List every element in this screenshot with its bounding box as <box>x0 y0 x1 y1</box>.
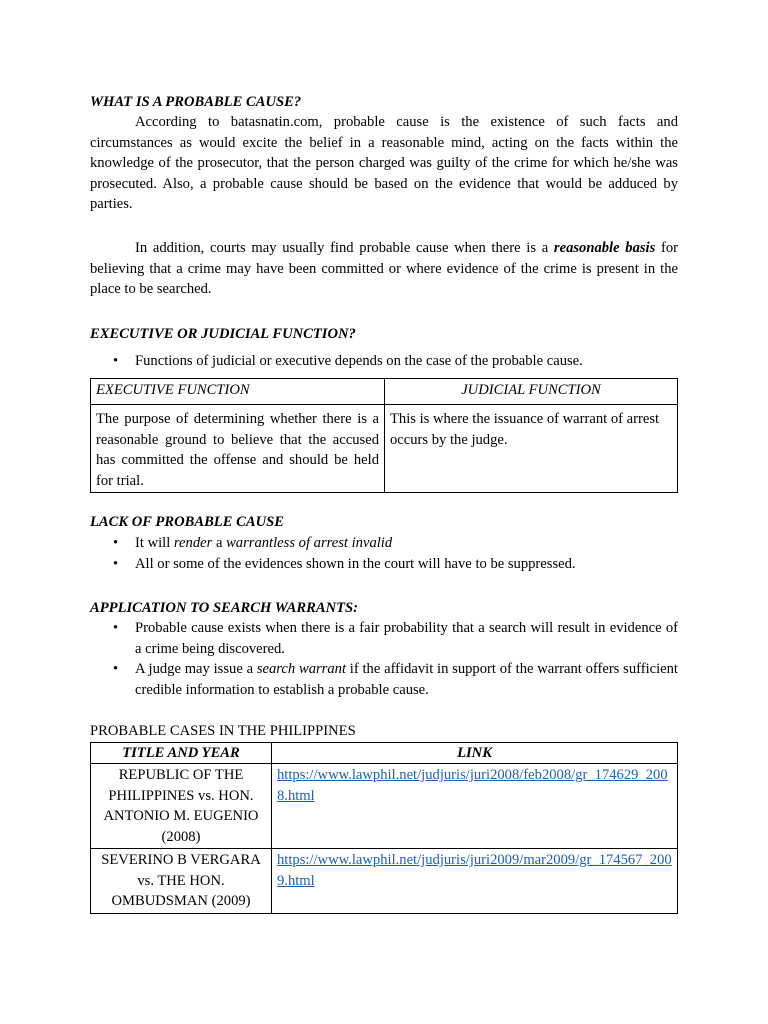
paragraph-definition <box>90 112 678 215</box>
reasonable-basis-emphasis: reasonable basis <box>553 240 656 256</box>
paragraph-reasonable-basis <box>90 238 678 300</box>
bullet-text: It will <box>135 535 174 551</box>
heading-application-to-search-warrants <box>90 598 678 619</box>
list-item <box>90 533 678 554</box>
cell-judicial-description: This is where the issuance of warrant of arrest occurs by the judge. <box>385 405 678 493</box>
case-link[interactable]: https://www.lawphil.net/judjuris/juri2008/feb2008/gr_174629_2008.html <box>277 767 668 804</box>
case-table-wrapper <box>90 742 678 914</box>
case-table <box>90 742 678 914</box>
heading-what-is-probable-cause <box>90 92 678 113</box>
bullet-emphasis: search warrant <box>256 661 347 677</box>
bullet-text: A judge may issue a <box>135 661 257 677</box>
list-item: • Functions of judicial or executive depends on the case of the probable cause. <box>90 351 678 372</box>
cell-executive-description: The purpose of determining whether there is a reasonable ground to believe that the accused has committed the offense and should be held for trial. <box>91 405 385 493</box>
section-heading: APPLICATION TO SEARCH WARRANTS: <box>90 600 359 616</box>
section-heading: PROBABLE CASES IN THE PHILIPPINES <box>90 723 356 739</box>
section-heading: EXECUTIVE OR JUDICIAL FUNCTION? <box>90 326 356 342</box>
table-header-row <box>91 379 678 405</box>
bullet-text: if the affidavit in support of the warrant offers sufficient credible information to establish a probable cause. <box>135 661 678 698</box>
heading-executive-or-judicial <box>90 324 678 345</box>
case-title: SEVERINO B VERGARA vs. THE HON. OMBUDSMAN (2009) <box>91 849 272 914</box>
header-judicial-function: JUDICIAL FUNCTION <box>385 379 678 405</box>
reasonable-basis-text-start: In addition, courts may usually find probable cause when there is a <box>135 240 554 256</box>
section-heading: WHAT IS A PROBABLE CAUSE? <box>90 94 302 110</box>
header-title-and-year: TITLE AND YEAR <box>91 743 272 764</box>
bullet-list-lack <box>90 533 678 574</box>
case-title: REPUBLIC OF THE PHILIPPINES vs. HON. ANTONIO M. EUGENIO (2008) <box>91 764 272 849</box>
section-heading: LACK OF PROBABLE CAUSE <box>90 514 284 530</box>
heading-lack-of-probable-cause <box>90 512 678 533</box>
case-link[interactable]: https://www.lawphil.net/judjuris/juri2009/mar2009/gr_174567_2009.html <box>277 852 672 889</box>
table-row <box>91 405 678 493</box>
function-table <box>90 378 678 493</box>
case-link-cell <box>272 764 678 849</box>
reasonable-basis-text-end: for believing that a crime may have been committed or where evidence of the crime is present in the place to be searched. <box>90 240 679 297</box>
reasonable-basis-text <box>90 238 678 300</box>
bullet-list-functions <box>90 351 678 372</box>
header-link: LINK <box>272 743 678 764</box>
heading-probable-cases <box>90 721 678 742</box>
case-link-cell <box>272 849 678 914</box>
bullet-text: a <box>212 535 227 551</box>
list-item: • All or some of the evidences shown in the court will have to be suppressed. <box>90 554 678 575</box>
list-item <box>90 659 678 700</box>
table-row <box>91 849 678 914</box>
bullet-emphasis: warrantless of arrest invalid <box>226 535 393 551</box>
header-executive-function: EXECUTIVE FUNCTION <box>91 379 385 405</box>
bullet-emphasis: render <box>173 535 213 551</box>
function-table-wrapper <box>90 378 678 493</box>
bullet-list-search-warrants <box>90 618 678 700</box>
table-header-row <box>91 743 678 764</box>
definition-text: According to batasnatin.com, probable cause is the existence of such facts and circumstances as would excite the belief in a reasonable mind, acting on the facts within the knowledge of the prosecutor, that the person charged was guilty of the crime for which he/she was prosecuted. Also, a probable cause should be based on the evidence that would be adduced by parties. <box>90 114 678 212</box>
list-item: • Probable cause exists when there is a fair probability that a search will result in evidence of a crime being discovered. <box>90 618 678 659</box>
table-row <box>91 764 678 849</box>
